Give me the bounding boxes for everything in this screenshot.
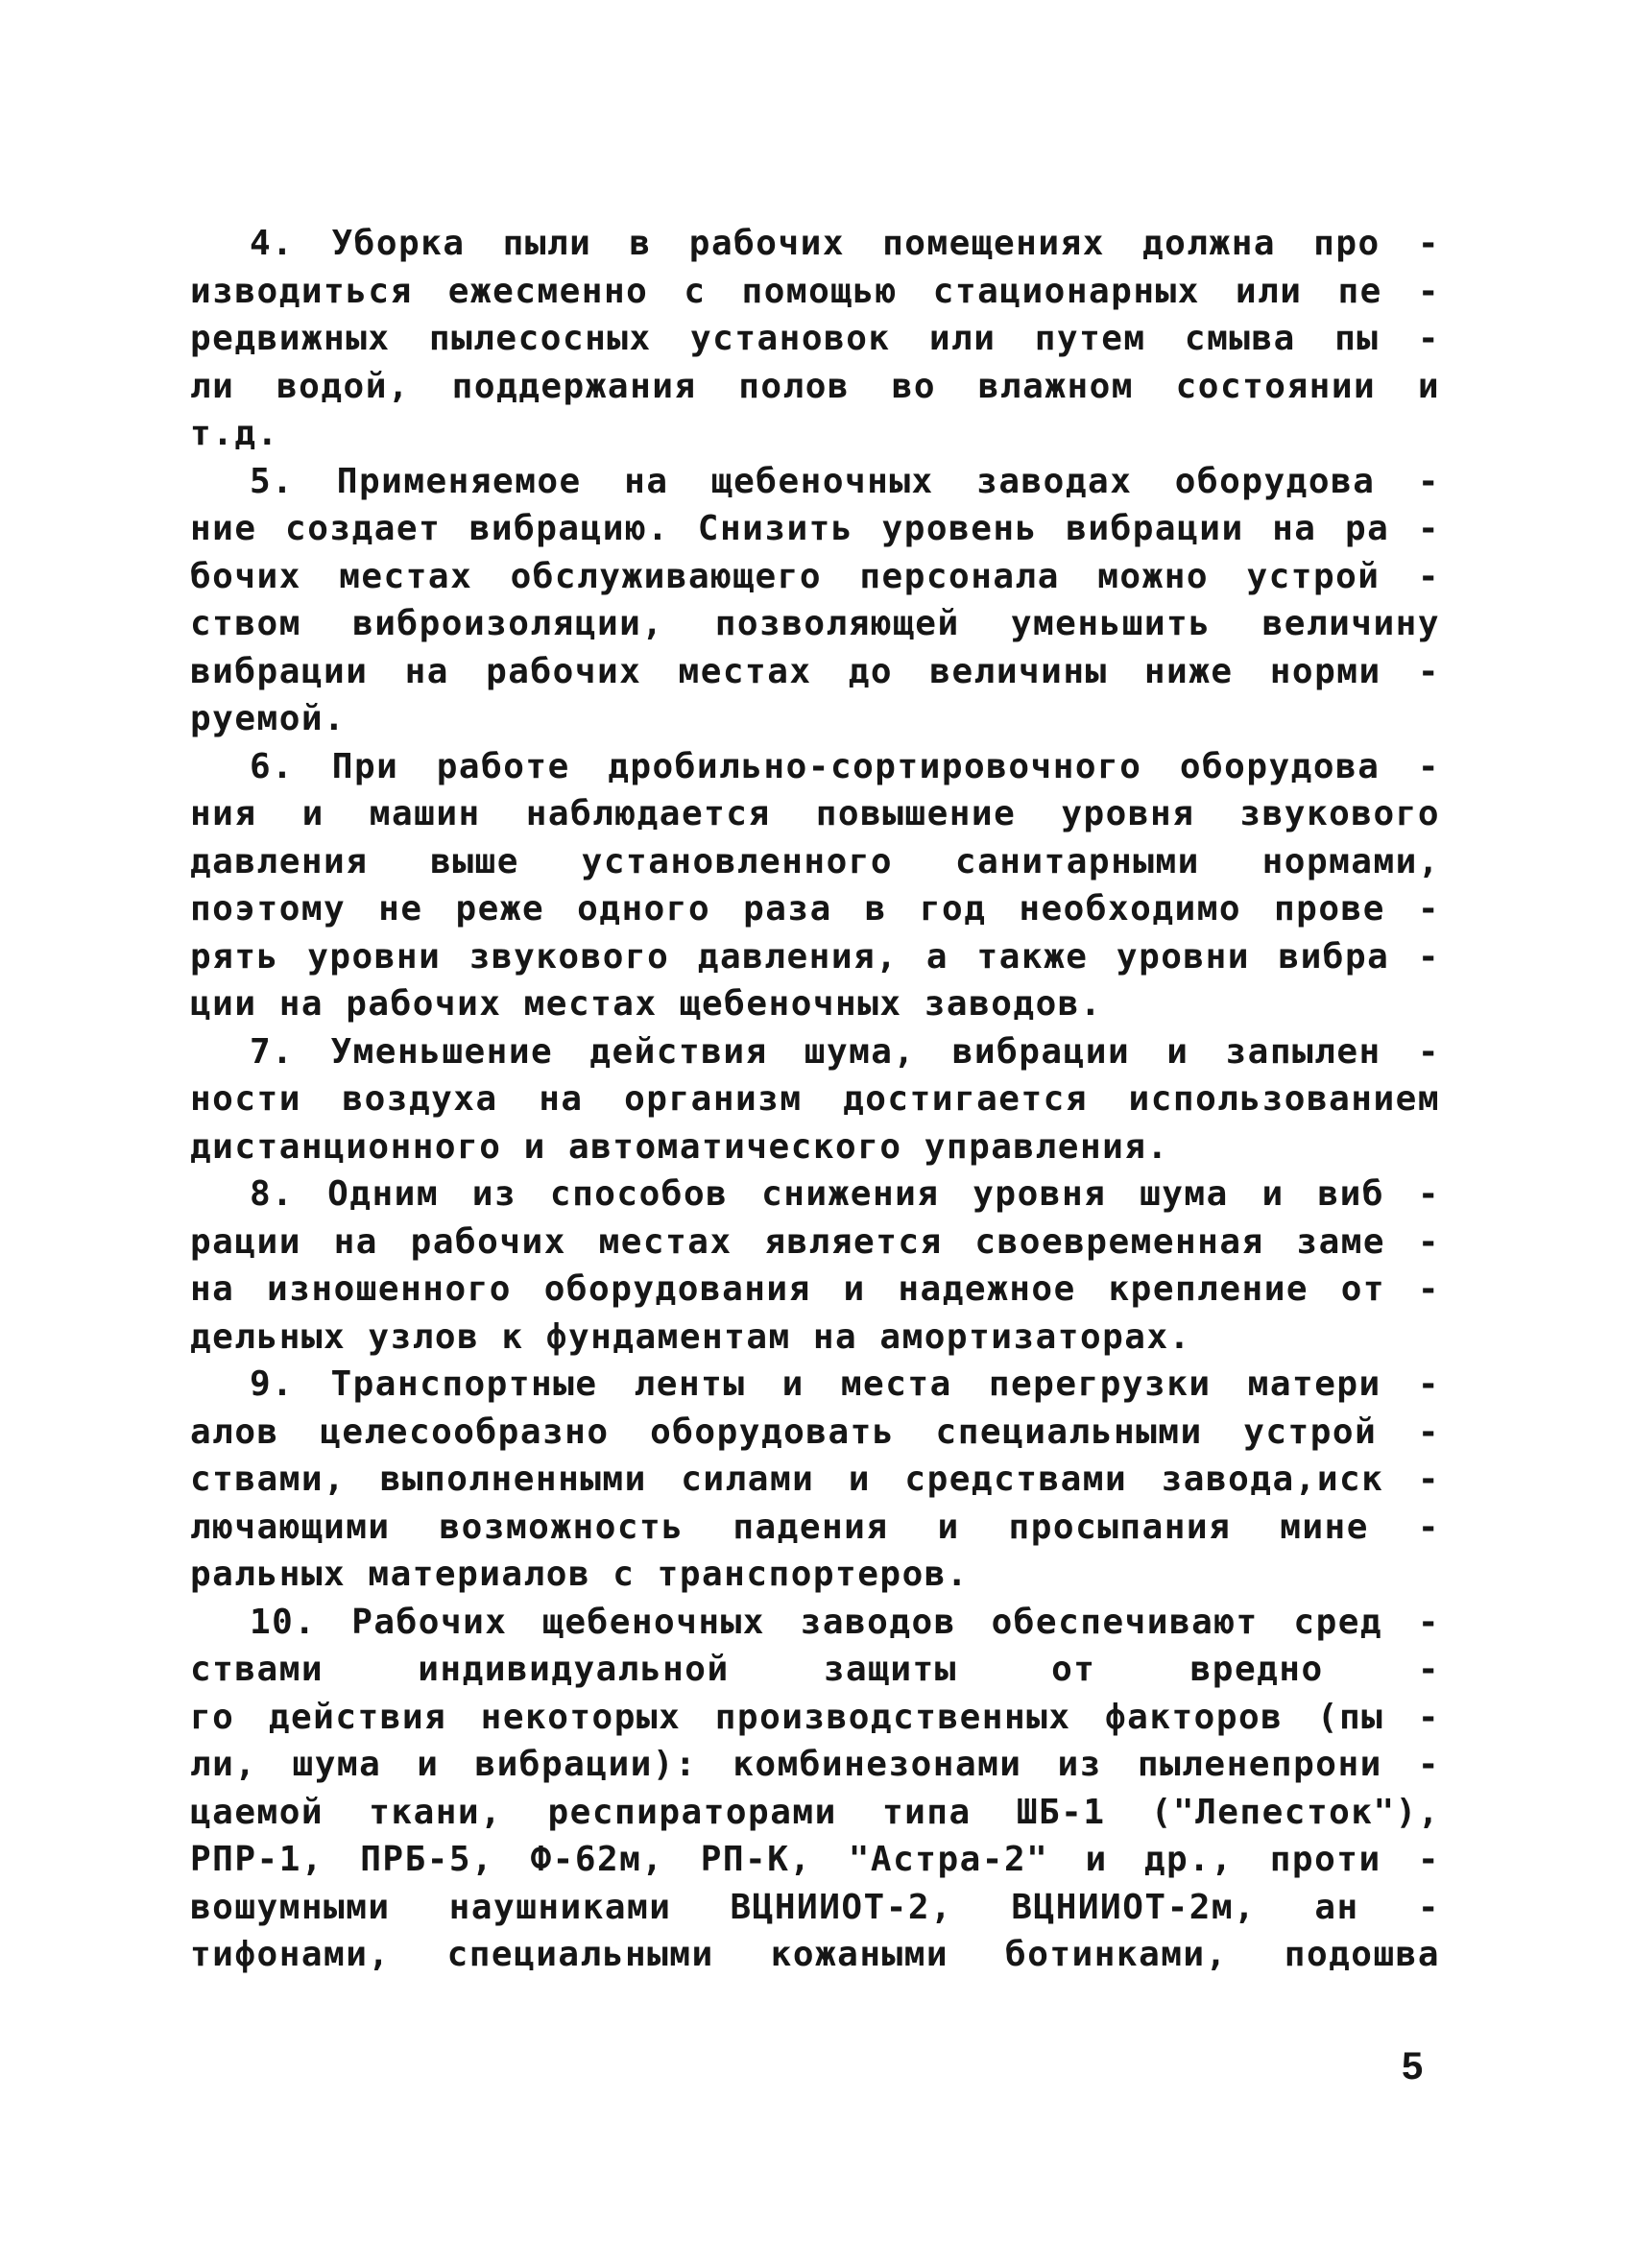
- text-line: бочих местах обслуживающего персонала можно устрой -: [190, 556, 1440, 596]
- text-line: дистанционного и автоматического управления.: [190, 1126, 1169, 1167]
- text-line: 7. Уменьшение действия шума, вибрации и запылен -: [250, 1031, 1440, 1072]
- text-line: давления выше установленного санитарными нормами,: [190, 841, 1440, 881]
- paragraph-5: [190, 458, 1440, 743]
- text-line: ствами, выполненными силами и средствами завода,иск -: [190, 1460, 1440, 1499]
- text-line: рации на рабочих местах является своевременная заме -: [190, 1221, 1440, 1262]
- text-line: го действия некоторых производственных факторов (пы -: [190, 1697, 1440, 1737]
- text-line: ния и машин наблюдается повышение уровня звукового: [190, 794, 1440, 833]
- text-line: изводиться ежесменно с помощью стационарных или пе -: [190, 271, 1440, 311]
- text-line: ли водой, поддержания полов во влажном состоянии и: [190, 366, 1440, 406]
- text-line: 6. При работе дробильно-сортировочного оборудова -: [250, 746, 1440, 786]
- text-line: ции на рабочих местах щебеночных заводов.: [190, 984, 1103, 1024]
- text-line: 5. Применяемое на щебеночных заводах оборудова -: [250, 461, 1440, 501]
- page-number: 5: [1402, 2045, 1424, 2087]
- text-line: ности воздуха на организм достигается использованием: [190, 1079, 1440, 1119]
- paragraph-8: [190, 1170, 1440, 1361]
- text-line: алов целесообразно оборудовать специальными устрой -: [190, 1411, 1440, 1452]
- paragraph-10: [190, 1599, 1440, 1979]
- text-line: тифонами, специальными кожаными ботинками, подошва: [190, 1935, 1440, 1974]
- paragraph-4: [190, 220, 1440, 458]
- text-line: 9. Транспортные ленты и места перегрузки матери -: [250, 1364, 1440, 1404]
- text-line: вошумными наушниками ВЦНИИОТ-2, ВЦНИИОТ-2м, ан -: [190, 1887, 1440, 1927]
- text-line: т.д.: [190, 414, 279, 453]
- paragraph-6: [190, 743, 1440, 1028]
- text-line: дельных узлов к фундаментам на амортизаторах.: [190, 1316, 1191, 1357]
- text-line: ральных материалов с транспортеров.: [190, 1555, 970, 1594]
- text-line: поэтому не реже одного раза в год необходимо прове -: [190, 889, 1440, 929]
- text-line: 10. Рабочих щебеночных заводов обеспечивают сред -: [250, 1602, 1440, 1642]
- text-line: РПР-1, ПРБ-5, Ф-62м, РП-К, "Астра-2" и др., проти -: [190, 1840, 1440, 1879]
- paragraph-9: [190, 1361, 1440, 1599]
- text-line: ствами индивидуальной защиты от вредно -: [190, 1650, 1440, 1689]
- text-line: ли, шума и вибрации): комбинезонами из пыленепрони -: [190, 1745, 1440, 1784]
- body-text: [190, 220, 1440, 1979]
- text-line: рять уровни звукового давления, а также уровни вибра -: [190, 936, 1440, 977]
- text-line: руемой.: [190, 699, 347, 738]
- text-line: 4. Уборка пыли в рабочих помещениях должна про -: [250, 224, 1440, 263]
- paragraph-7: [190, 1028, 1440, 1171]
- text-line: ние создает вибрацию. Снизить уровень вибрации на ра -: [190, 509, 1440, 548]
- text-line: на изношенного оборудования и надежное крепление от -: [190, 1269, 1440, 1309]
- text-line: вибрации на рабочих местах до величины ниже норми -: [190, 651, 1440, 691]
- text-line: ством виброизоляции, позволяющей уменьшить величину: [190, 604, 1440, 643]
- text-line: редвижных пылесосных установок или путем смыва пы -: [190, 319, 1440, 358]
- text-line: 8. Одним из способов снижения уровня шума и виб -: [250, 1174, 1440, 1214]
- text-line: лючающими возможность падения и просыпания мине -: [190, 1507, 1440, 1547]
- text-line: цаемой ткани, респираторами типа ШБ-1 ("Лепесток"),: [190, 1792, 1440, 1832]
